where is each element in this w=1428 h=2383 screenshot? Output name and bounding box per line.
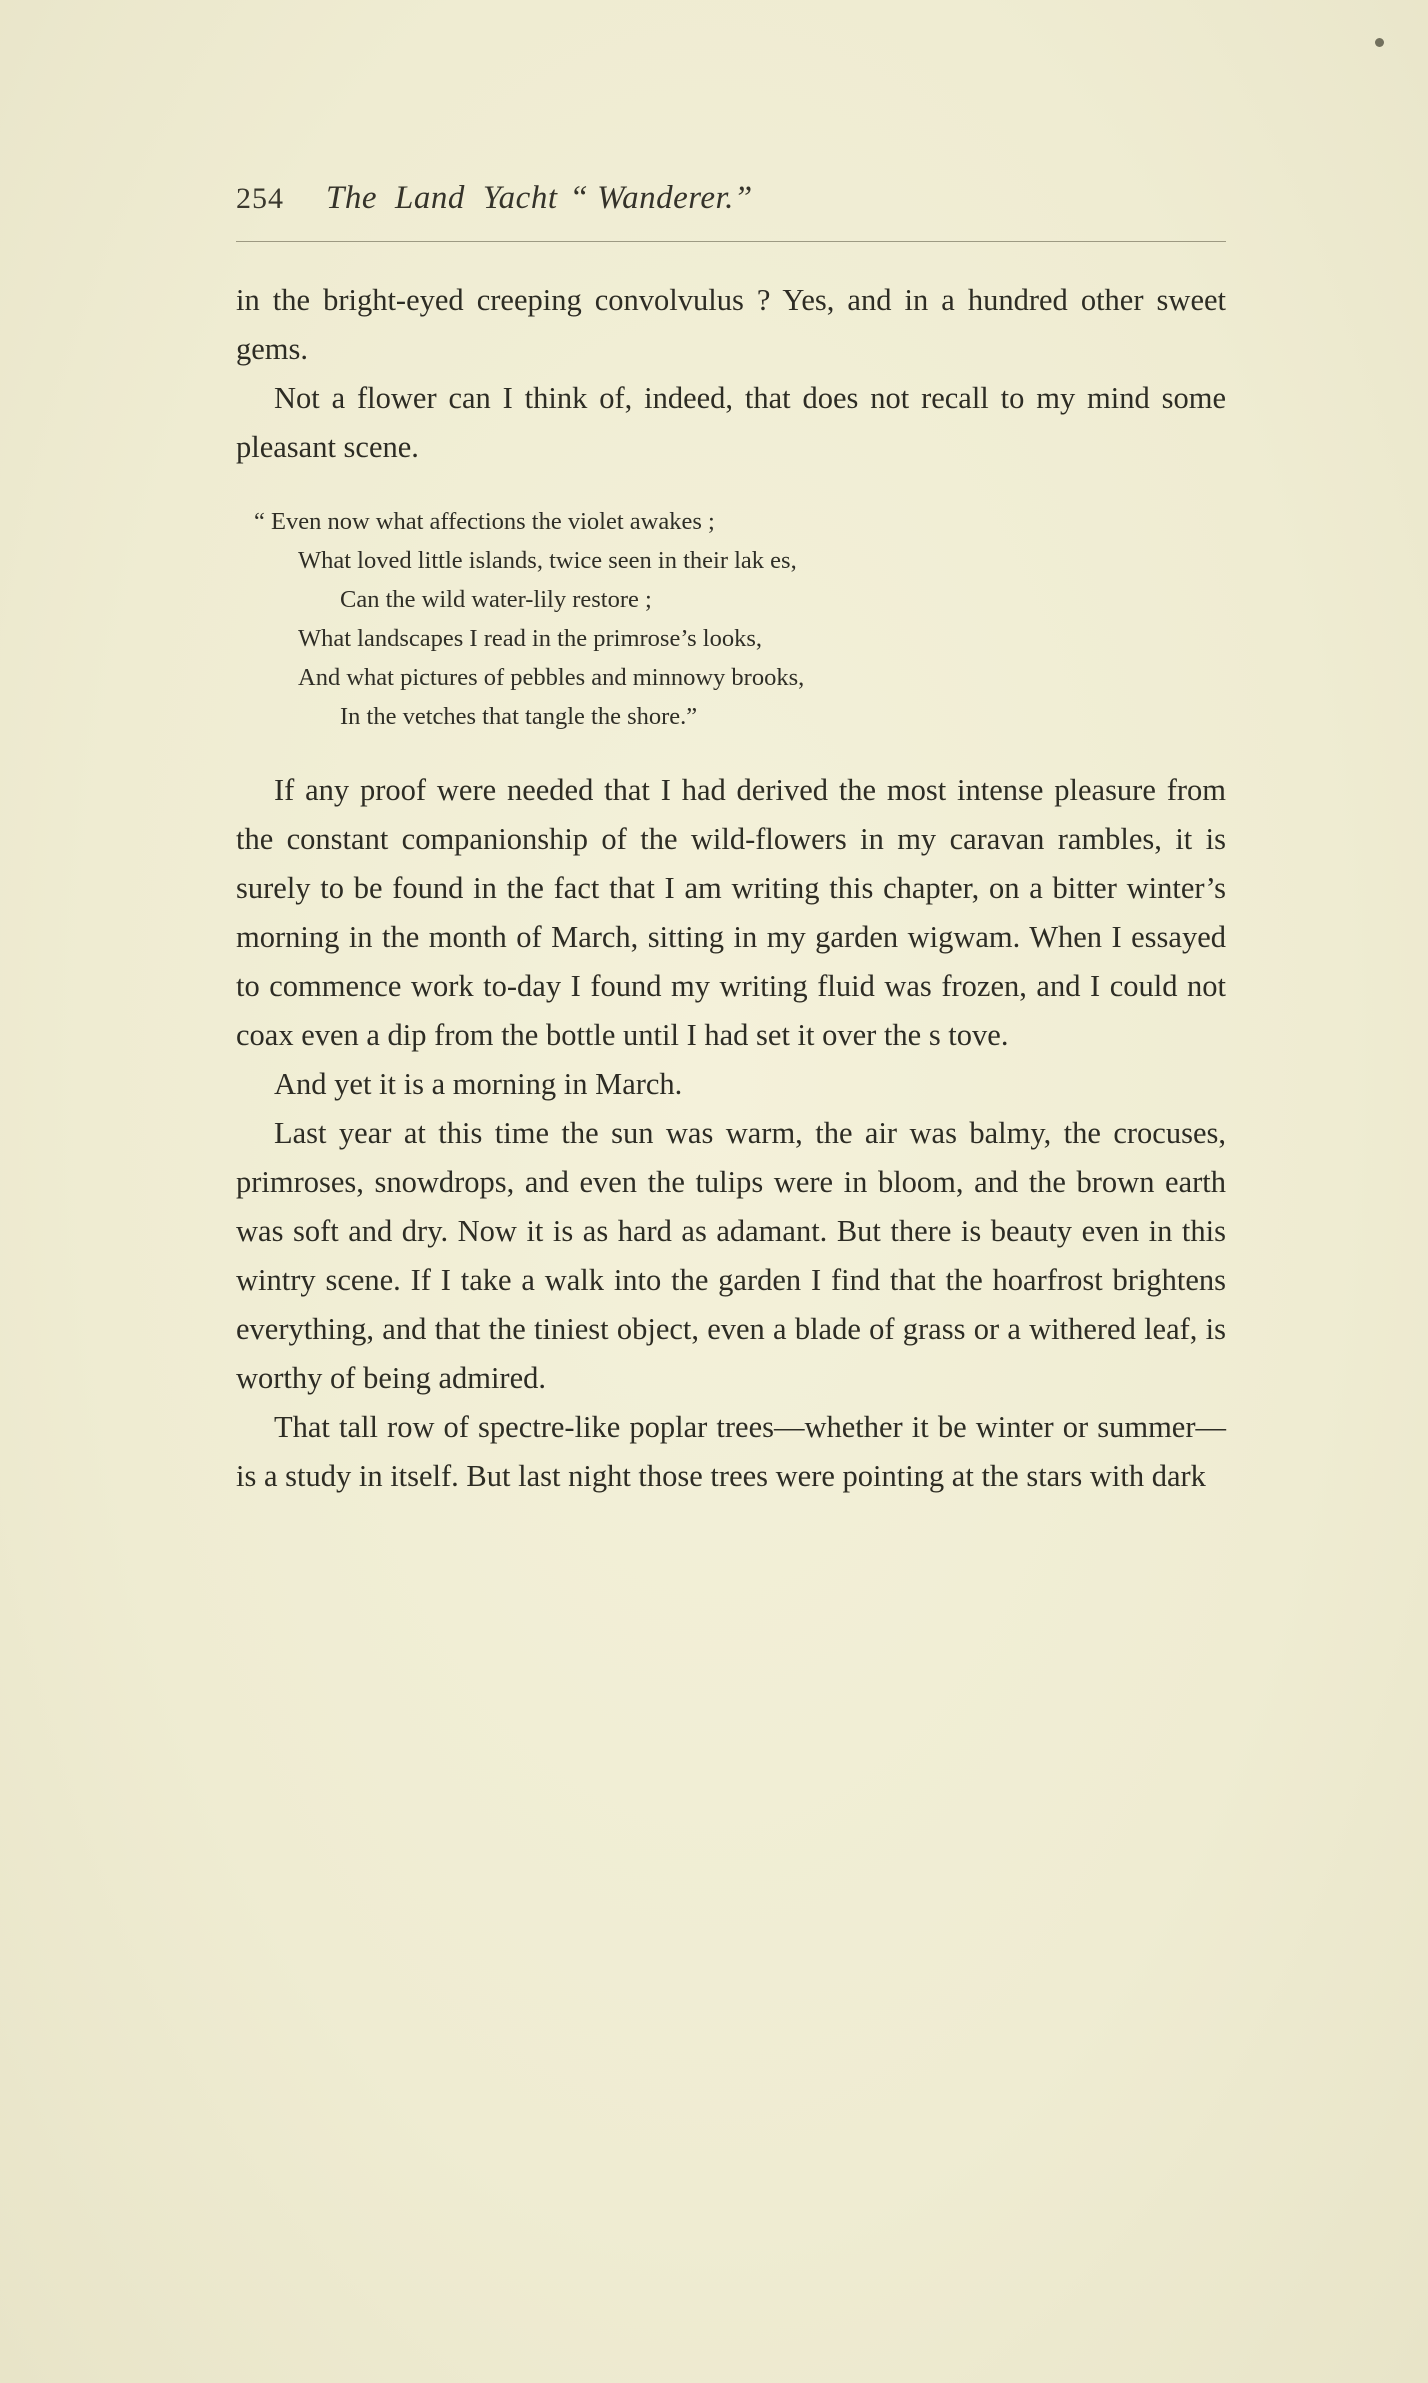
running-title-word-4: “ Wanderer.” [569,180,753,216]
verse-line: Can the wild water-lily restore ; [340,586,652,613]
running-title-word-3: Yacht [482,180,558,216]
page-corner-mark-icon [1375,38,1384,47]
page-content [236,180,1226,1501]
paragraph: Last year at this time the sun was warm, the air was balmy, the crocuses, primroses, snowdrops, and even the tulips were in bloom, and the brown earth was soft and dry. Now it is as hard as adamant. But there is beauty even in this wintry scene. If I take a walk into the garden I find that the hoarfrost brightens everything, and that the tiniest object, even a blade of grass or a withered leaf, is worthy of being admired. [236,1116,1226,1395]
header-divider [236,241,1226,242]
verse-line: “ Even now what affections the violet awakes ; [254,508,715,535]
verse-line: What landscapes I read in the primrose’s looks, [298,625,763,652]
page-number: 254 [236,182,284,215]
paragraph: And yet it is a morning in March. [274,1067,683,1101]
verse-line: What loved little islands, twice seen in their lak es, [298,547,797,574]
running-title [326,180,753,217]
paragraph: If any proof were needed that I had derived the most intense pleasure from the constant companionship of the wild-flowers in my caravan rambles, it is surely to be found in the fact that I am writing this chapter, on a bitter winter’s morning in the month of March, sitting in my garden wigwam. When I essayed to commence work to-day I found my writing fluid was frozen, and I could not coax even a dip from the bottle until I had set it over the s tove. [236,773,1226,1052]
page-header [236,180,1226,217]
verse-line: And what pictures of pebbles and minnowy brooks, [298,664,805,691]
paragraph: Not a flower can I think of, indeed, that does not recall to my mind some pleasant scene. [236,381,1226,464]
paragraph: That tall row of spectre-like poplar trees—whether it be winter or summer—is a study in itself. But last night those trees were pointing at the stars with dark [236,1410,1226,1493]
verse-quotation [236,502,1226,736]
running-title-word-2: Land [395,180,465,216]
running-title-word-1: The [326,180,377,216]
verse-line: In the vetches that tangle the shore.” [340,703,698,730]
body-text [236,276,1226,1501]
paragraph: in the bright-eyed creeping convolvulus ? Yes, and in a hundred other sweet gems. [236,283,1226,366]
